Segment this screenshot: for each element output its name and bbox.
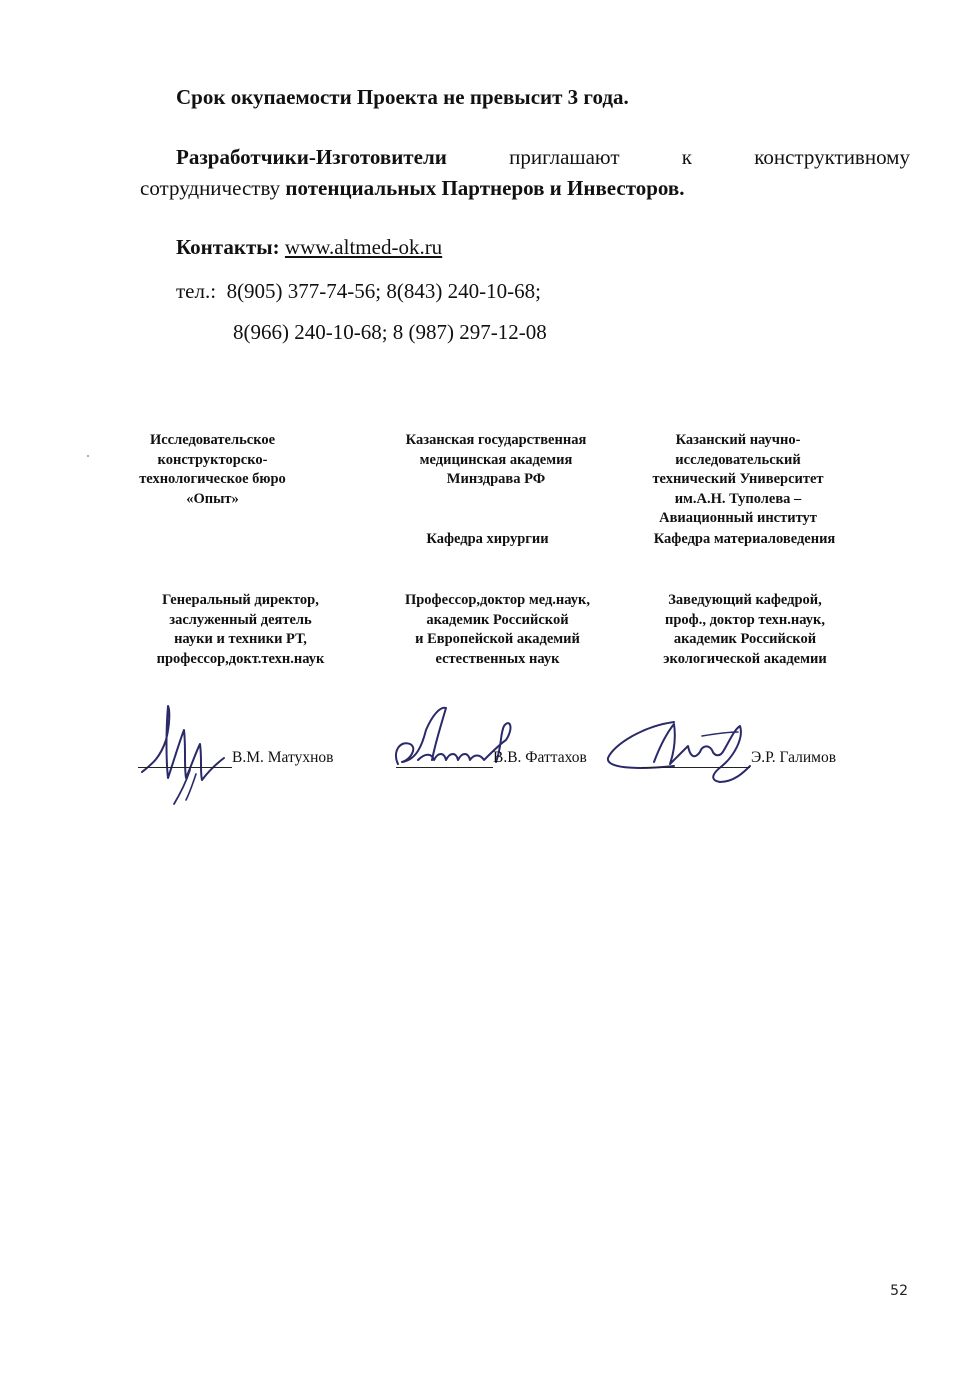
scan-speck (87, 455, 89, 457)
org-name-2: Казанская государственная медицинская академия Минздрава РФ (405, 432, 587, 487)
signature-2 (388, 700, 528, 780)
payback-statement: Срок окупаемости Проекта не превысит 3 года. (176, 85, 629, 109)
signature-1 (130, 700, 240, 810)
phones-line-1 (176, 278, 541, 304)
position-2: Профессор,доктор мед.наук, академик Российской и Европейской академий естественных наук (404, 592, 591, 667)
signature-line-2 (396, 767, 493, 768)
signature-line-1 (138, 767, 232, 768)
invitation-subject: Разработчики-Изготовители (176, 145, 447, 169)
invitation-line-2 (140, 175, 685, 201)
website-link[interactable]: www.altmed-ok.ru (284, 235, 443, 259)
signature-3 (604, 712, 764, 792)
invitation-prefix: сотрудничеству (140, 176, 281, 200)
position-3: Заведующий кафедрой, проф., доктор техн.наук, академик Российской экологической академии (663, 592, 827, 667)
page-number: 52 (890, 1283, 908, 1299)
contacts-label: Контакты: (176, 235, 280, 259)
invitation-target: потенциальных Партнеров и Инвесторов. (285, 176, 685, 200)
invitation-word: конструктивному (754, 145, 910, 169)
invitation-line-1 (176, 144, 910, 170)
contacts-line (176, 234, 442, 260)
signatory-2: В.В. Фаттахов (493, 749, 587, 766)
invitation-word: к (681, 145, 692, 169)
signatory-3: Э.Р. Галимов (751, 749, 837, 766)
phones-line-2: 8(966) 240-10-68; 8 (987) 297-12-08 (233, 320, 547, 344)
signatory-1: В.М. Матухнов (232, 749, 334, 766)
invitation-word: приглашают (509, 145, 620, 169)
department-3: Кафедра материаловедения (653, 531, 836, 547)
phones-label: тел.: (176, 279, 217, 303)
phones-numbers: 8(905) 377-74-56; 8(843) 240-10-68; (226, 279, 541, 303)
signature-line-3 (642, 767, 750, 768)
org-name-1: Исследовательское конструкторско- технологическое бюро «Опыт» (139, 432, 286, 507)
department-2: Кафедра хирургии (426, 531, 549, 547)
org-name-3: Казанский научно- исследовательский технический Университет им.А.Н. Туполева – Авиационный институт (652, 432, 824, 526)
position-1: Генеральный директор, заслуженный деятель науки и техники РТ, профессор,докт.техн.наук (156, 592, 325, 667)
